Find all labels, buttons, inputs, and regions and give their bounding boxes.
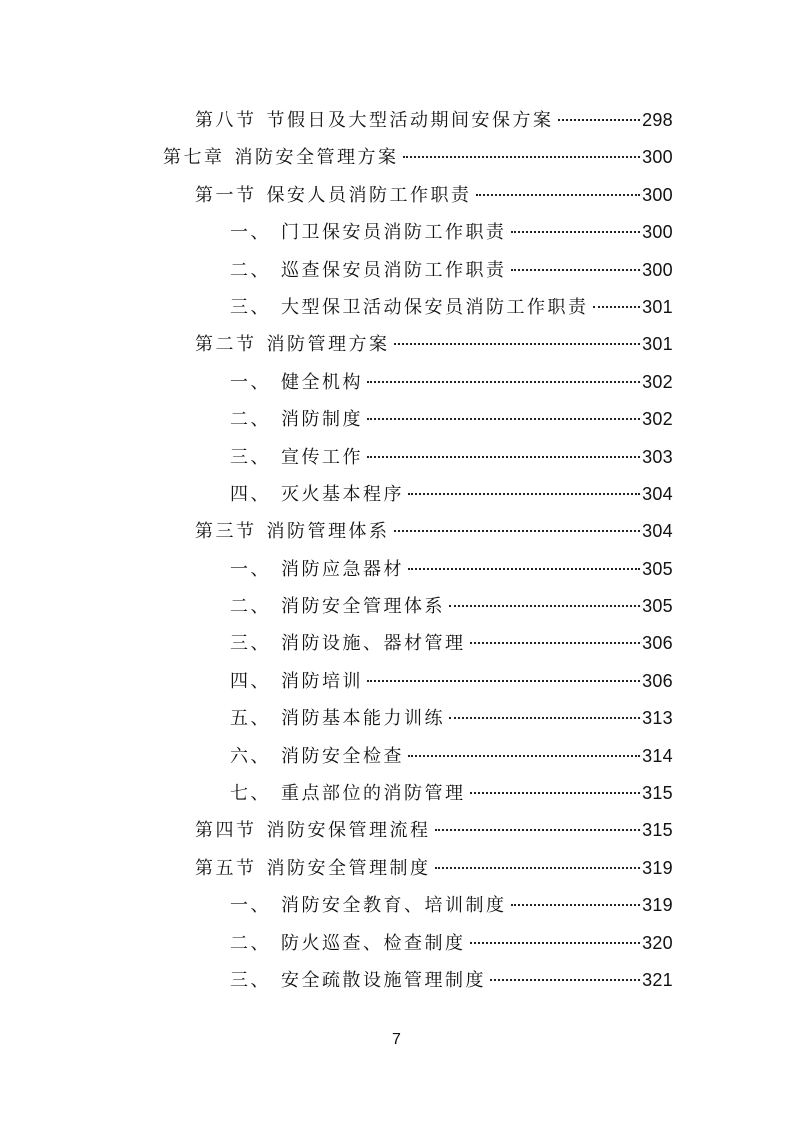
toc-entry-label: 一、 — [230, 895, 271, 917]
toc-entry-page: 300 — [642, 147, 673, 168]
toc-entry-label: 二、 — [230, 409, 271, 431]
toc-entry-label: 二、 — [230, 596, 271, 618]
dot-leader — [435, 829, 641, 831]
toc-entry[interactable] — [0, 438, 793, 475]
toc-entry-label: 三、 — [230, 969, 271, 991]
dot-leader — [408, 493, 640, 495]
toc-entry-label: 六、 — [230, 745, 271, 767]
toc-entry-title: 消防安全管理方案 — [234, 147, 399, 169]
toc-entry-title: 消防安全管理体系 — [281, 596, 445, 618]
toc-entry-page: 302 — [642, 371, 673, 392]
dot-leader — [470, 942, 641, 944]
toc-entry-title: 灭火基本程序 — [281, 483, 404, 505]
dot-leader — [408, 755, 640, 757]
toc-entry[interactable] — [0, 886, 793, 923]
toc-entry-title: 消防管理体系 — [266, 521, 390, 543]
toc-entry-title: 健全机构 — [281, 371, 363, 393]
toc-entry-label: 三、 — [230, 296, 271, 318]
dot-leader — [449, 605, 640, 607]
toc-entry-page: 319 — [642, 895, 673, 916]
toc-entry-page: 298 — [642, 110, 673, 130]
dot-leader — [593, 306, 641, 308]
toc-entry-title: 防火巡查、检查制度 — [281, 932, 466, 954]
dot-leader — [435, 867, 641, 869]
toc-entry-page: 306 — [642, 670, 673, 691]
toc-entry[interactable] — [0, 400, 793, 437]
dot-leader — [470, 792, 641, 794]
toc-entry-title: 消防制度 — [281, 409, 363, 431]
dot-leader — [511, 904, 641, 906]
toc-entry-title: 门卫保安员消防工作职责 — [281, 222, 507, 244]
toc-entry-page: 300 — [642, 222, 673, 243]
toc-entry-title: 大型保卫活动保安员消防工作职责 — [281, 296, 589, 318]
toc-entry[interactable] — [0, 699, 793, 736]
toc-entry-page: 314 — [642, 745, 673, 766]
dot-leader — [490, 979, 640, 981]
toc-entry-title: 消防应急器材 — [281, 558, 404, 580]
toc-entry-label: 第二节 — [195, 334, 257, 356]
toc-entry-label: 三、 — [230, 446, 271, 468]
toc-entry-label: 五、 — [230, 708, 271, 730]
toc-entry-page: 300 — [642, 184, 673, 205]
toc-entry[interactable] — [0, 101, 793, 138]
toc-entry[interactable] — [0, 849, 793, 886]
toc-entry[interactable] — [0, 176, 793, 213]
toc-entry-page: 304 — [642, 483, 673, 504]
toc-entry-title: 安全疏散设施管理制度 — [281, 969, 486, 991]
toc-entry-title: 消防基本能力训练 — [281, 708, 445, 730]
toc-entry[interactable] — [0, 961, 793, 998]
toc-entry-label: 一、 — [230, 222, 271, 244]
toc-entry[interactable] — [0, 662, 793, 699]
toc-entry-label: 二、 — [230, 932, 271, 954]
toc-entry-title: 巡查保安员消防工作职责 — [281, 259, 507, 281]
toc-entry[interactable] — [0, 811, 793, 848]
toc-entry-title: 消防设施、器材管理 — [281, 633, 466, 655]
dot-leader — [367, 456, 640, 458]
dot-leader — [367, 680, 640, 682]
toc-entry-label: 第三节 — [195, 521, 257, 543]
dot-leader — [403, 156, 641, 158]
page-number: 7 — [392, 1031, 401, 1048]
toc-entry[interactable] — [0, 587, 793, 624]
toc-entry-label: 七、 — [230, 783, 271, 805]
dot-leader — [511, 269, 641, 271]
toc-entry-title: 消防安全管理制度 — [266, 857, 431, 879]
toc-entry-title: 节假日及大型活动期间安保方案 — [266, 110, 554, 131]
toc-entry-page: 301 — [642, 296, 673, 317]
toc-entry[interactable] — [0, 288, 793, 325]
toc-entry-page: 305 — [642, 596, 673, 617]
toc-entry[interactable] — [0, 774, 793, 811]
toc-entry[interactable] — [0, 550, 793, 587]
toc-entry-page: 321 — [642, 969, 673, 990]
toc-entry-page: 319 — [642, 857, 673, 878]
toc-entry-page: 315 — [642, 783, 673, 804]
toc-entry[interactable] — [0, 512, 793, 549]
table-of-contents — [0, 101, 793, 998]
toc-entry[interactable] — [0, 624, 793, 661]
dot-leader — [449, 717, 640, 719]
toc-entry[interactable] — [0, 475, 793, 512]
toc-entry-title: 消防安保管理流程 — [266, 820, 431, 842]
toc-entry-label: 第五节 — [195, 857, 257, 879]
toc-entry[interactable] — [0, 251, 793, 288]
toc-entry-page: 302 — [642, 409, 673, 430]
toc-entry-label: 一、 — [230, 558, 271, 580]
dot-leader — [408, 568, 640, 570]
toc-entry-title: 宣传工作 — [281, 446, 363, 468]
toc-entry-page: 315 — [642, 820, 673, 841]
toc-entry-page: 320 — [642, 932, 673, 953]
toc-entry-label: 四、 — [230, 483, 271, 505]
toc-entry-label: 第四节 — [195, 820, 257, 842]
dot-leader — [470, 642, 641, 644]
toc-entry-page: 303 — [642, 446, 673, 467]
toc-entry-title: 保安人员消防工作职责 — [266, 184, 472, 206]
toc-entry-title: 重点部位的消防管理 — [281, 783, 466, 805]
toc-entry[interactable] — [0, 138, 793, 175]
toc-entry-label: 四、 — [230, 670, 271, 692]
toc-entry[interactable] — [0, 737, 793, 774]
toc-entry-page: 305 — [642, 558, 673, 579]
toc-entry-page: 304 — [642, 521, 673, 542]
toc-entry-label: 二、 — [230, 259, 271, 281]
toc-entry-label: 第七章 — [163, 147, 225, 169]
toc-entry-label: 一、 — [230, 371, 271, 393]
toc-entry-label: 三、 — [230, 633, 271, 655]
toc-entry-label: 第一节 — [195, 184, 257, 206]
dot-leader — [511, 231, 641, 233]
dot-leader — [367, 418, 640, 420]
dot-leader — [394, 343, 641, 345]
toc-entry-title: 消防安全检查 — [281, 745, 404, 767]
toc-entry-page: 313 — [642, 708, 673, 729]
toc-entry[interactable] — [0, 363, 793, 400]
toc-entry-title: 消防培训 — [281, 670, 363, 692]
toc-entry-page: 301 — [642, 334, 673, 355]
toc-entry[interactable] — [0, 325, 793, 362]
dot-leader — [476, 194, 641, 196]
toc-entry-label: 第八节 — [195, 110, 257, 131]
toc-entry-page: 306 — [642, 633, 673, 654]
toc-entry[interactable] — [0, 924, 793, 961]
dot-leader — [394, 530, 641, 532]
toc-entry-title: 消防安全教育、培训制度 — [281, 895, 507, 917]
toc-entry-page: 300 — [642, 259, 673, 280]
dot-leader — [558, 119, 641, 121]
toc-entry[interactable] — [0, 213, 793, 250]
toc-entry-title: 消防管理方案 — [266, 334, 390, 356]
dot-leader — [367, 381, 640, 383]
